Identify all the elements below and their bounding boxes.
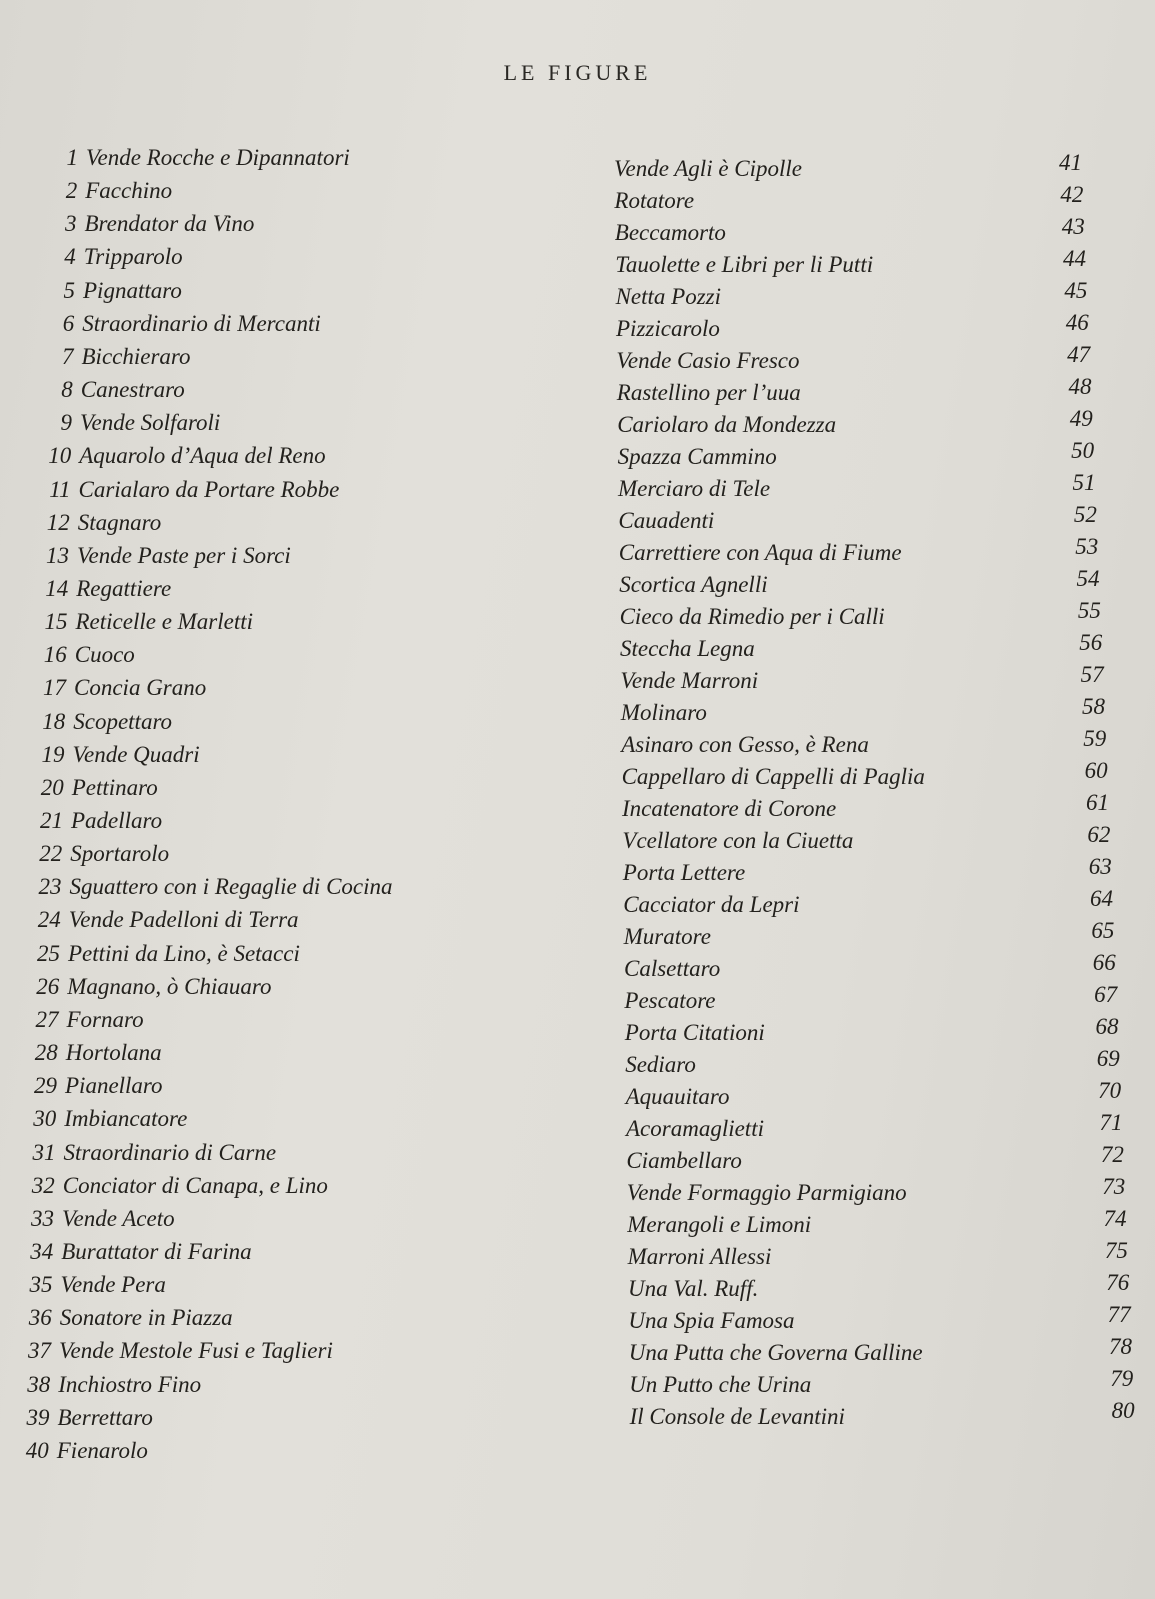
- figure-number: 10: [48, 443, 72, 469]
- figure-entry: [22, 841, 169, 867]
- figure-number: 45: [1064, 278, 1088, 303]
- figure-entry: [18, 1040, 162, 1066]
- figure-title: Merangoli e Limoni: [627, 1212, 812, 1237]
- figure-entry: [37, 211, 255, 237]
- figure-title: Pescatore: [624, 988, 716, 1013]
- figure-number: 27: [35, 1006, 59, 1032]
- figure-entry: [28, 609, 254, 635]
- figure-entry: [619, 598, 1101, 630]
- figure-number: 69: [1096, 1046, 1120, 1071]
- figure-number: 49: [1069, 406, 1093, 431]
- figure-number: 46: [1065, 310, 1089, 335]
- figure-entry: [628, 1270, 1130, 1302]
- figure-number: 6: [62, 310, 75, 336]
- figure-entry: [629, 1366, 1134, 1398]
- figure-number: 43: [1061, 214, 1085, 239]
- figure-entry: [622, 854, 1112, 886]
- figure-entry: [12, 1305, 233, 1331]
- figure-number: 8: [61, 377, 73, 403]
- figure-number: 48: [1068, 374, 1092, 399]
- figure-number: 77: [1107, 1302, 1131, 1327]
- figure-number: 50: [1071, 438, 1095, 463]
- figure-title: Vende Solfaroli: [80, 410, 221, 436]
- figure-entry: [617, 438, 1095, 470]
- figure-entry: [626, 1110, 1123, 1142]
- figure-title: Asinaro con Gesso, è Rena: [621, 732, 869, 757]
- figure-title: Marroni Allessi: [627, 1244, 772, 1269]
- figure-number: 29: [34, 1073, 57, 1099]
- figure-title: Il Console de Levantini: [629, 1404, 845, 1429]
- figure-title: Pignattaro: [83, 277, 182, 303]
- figure-number: 70: [1098, 1078, 1122, 1103]
- figure-number: 31: [32, 1139, 56, 1165]
- figure-number: 75: [1104, 1238, 1128, 1263]
- figure-number: 54: [1076, 566, 1100, 591]
- figure-entry: [32, 410, 220, 436]
- figure-number: 30: [33, 1106, 57, 1132]
- figure-title: Porta Lettere: [622, 860, 746, 885]
- figure-number: 21: [40, 808, 63, 833]
- figure-entry: [27, 642, 135, 668]
- figure-title: Porta Citationi: [624, 1020, 765, 1045]
- figure-number: 59: [1083, 726, 1107, 751]
- figure-entry: [618, 502, 1097, 534]
- figure-number: 71: [1099, 1110, 1123, 1135]
- figure-entry: [36, 244, 183, 270]
- figure-entry: [621, 758, 1108, 790]
- figure-entry: [614, 182, 1084, 214]
- figure-title: Merciaro di Tele: [618, 476, 771, 501]
- figure-title: Stagnaro: [77, 509, 162, 535]
- figure-title: Vende Mestole Fusi e Taglieri: [59, 1338, 333, 1364]
- figure-entry: [616, 342, 1091, 374]
- figure-entry: [622, 790, 1109, 822]
- figure-entry: [615, 246, 1087, 278]
- figure-entry: [616, 310, 1089, 342]
- figure-title: Aquauitaro: [625, 1084, 730, 1109]
- figure-title: Una Val. Ruff.: [628, 1276, 759, 1301]
- figure-entry: [620, 630, 1103, 662]
- figure-title: Sguattero con i Regaglie di Cocina: [69, 874, 393, 900]
- figure-title: Vende Agli è Cipolle: [614, 156, 803, 181]
- figure-entry: [15, 1173, 328, 1199]
- figure-entry: [628, 1334, 1132, 1366]
- figure-number: 35: [29, 1272, 53, 1298]
- figure-number: 32: [31, 1172, 55, 1198]
- figure-number: 66: [1092, 950, 1116, 975]
- figure-number: 12: [46, 509, 70, 535]
- figure-title: Spazza Cammino: [617, 444, 777, 469]
- figure-entry: [13, 1272, 166, 1298]
- figure-title: Aquarolo d’Aqua del Reno: [79, 443, 326, 469]
- figure-entry: [26, 675, 206, 701]
- figure-number: 57: [1080, 662, 1104, 687]
- figure-entry: [620, 662, 1104, 694]
- figure-number: 74: [1103, 1206, 1127, 1231]
- figure-entry: [627, 1238, 1128, 1270]
- figure-number: 62: [1087, 822, 1111, 847]
- figure-number: 80: [1111, 1398, 1135, 1423]
- figure-entry: [625, 1046, 1120, 1078]
- figure-title: Magnano, ò Chiauaro: [67, 973, 272, 999]
- figure-title: Cariolaro da Mondezza: [617, 412, 837, 437]
- figure-number: 26: [36, 973, 60, 999]
- figure-entry: [21, 907, 299, 933]
- figure-entry: [13, 1239, 251, 1265]
- figure-entry: [616, 374, 1092, 406]
- figure-number: 76: [1106, 1270, 1130, 1295]
- figure-title: Rastellino per l’uua: [616, 380, 801, 405]
- figure-number: 33: [31, 1205, 54, 1231]
- figure-number: 78: [1108, 1334, 1132, 1359]
- figure-title: Vende Paste per i Sorci: [77, 542, 291, 568]
- figure-title: Imbiancatore: [64, 1106, 188, 1132]
- figure-entry: [626, 1174, 1126, 1206]
- figure-title: Scopettaro: [73, 708, 173, 734]
- figure-title: Facchino: [85, 178, 173, 204]
- figure-number: 63: [1088, 854, 1112, 879]
- figure-entry: [31, 443, 325, 469]
- figure-number: 5: [63, 277, 75, 303]
- figure-number: 61: [1086, 790, 1109, 815]
- figure-title: Beccamorto: [614, 220, 726, 245]
- figure-entry: [17, 1073, 163, 1099]
- figure-title: Scortica Agnelli: [619, 572, 768, 597]
- figure-entry: [34, 311, 321, 337]
- figure-entry: [629, 1398, 1135, 1430]
- figure-title: Vende Casio Fresco: [616, 348, 800, 373]
- figure-title: Vende Marroni: [620, 668, 759, 693]
- figure-entry: [29, 543, 291, 569]
- figure-entry: [11, 1338, 333, 1364]
- figure-number: 67: [1094, 982, 1118, 1007]
- figure-title: Padellaro: [71, 808, 163, 833]
- figure-entry: [19, 1007, 144, 1033]
- figure-entry: [617, 406, 1093, 438]
- figure-number: 14: [45, 575, 69, 601]
- figure-title: Inchiostro Fino: [58, 1371, 202, 1397]
- figure-title: Vende Formaggio Parmigiano: [626, 1180, 907, 1205]
- figure-number: 39: [26, 1404, 50, 1430]
- figure-number: 3: [65, 211, 77, 237]
- figure-title: Ciambellaro: [626, 1148, 742, 1173]
- figure-number: 60: [1084, 758, 1108, 783]
- figure-entry: [37, 178, 172, 204]
- figure-entry: [33, 377, 185, 403]
- figure-entry: [35, 278, 182, 304]
- figure-entry: [614, 214, 1085, 246]
- figure-title: Cieco da Rimedio per i Calli: [619, 604, 885, 629]
- figure-number: 73: [1102, 1174, 1126, 1199]
- figure-title: Sonatore in Piazza: [59, 1305, 233, 1331]
- figure-number: 36: [28, 1305, 52, 1331]
- figure-title: Vende Rocche e Dipannatori: [86, 145, 350, 170]
- figure-title: Carrettiere con Aqua di Fiume: [618, 540, 902, 565]
- figure-number: 4: [64, 244, 76, 270]
- figure-entry: [19, 974, 271, 1000]
- figure-entry: [16, 1106, 187, 1132]
- figure-title: Rotatore: [614, 188, 695, 213]
- figure-title: Hortolana: [65, 1040, 162, 1066]
- figure-title: Calsettaro: [624, 956, 721, 981]
- figure-number: 64: [1090, 886, 1114, 911]
- figure-title: Straordinario di Mercanti: [82, 310, 321, 336]
- figure-number: 19: [41, 741, 65, 767]
- figure-number: 51: [1072, 470, 1096, 495]
- figure-title: Acoramaglietti: [626, 1116, 764, 1141]
- figure-number: 17: [43, 675, 66, 701]
- figure-entry: [28, 576, 171, 602]
- figure-entry: [620, 694, 1105, 726]
- figure-entry: [30, 510, 162, 536]
- figure-number: 58: [1081, 694, 1105, 719]
- figure-title: Straordinario di Carne: [63, 1139, 277, 1165]
- figure-number: 52: [1073, 502, 1097, 527]
- figure-number: 55: [1077, 598, 1101, 623]
- figure-entry: [627, 1206, 1127, 1238]
- figure-entry: [20, 941, 300, 967]
- figure-entry: [626, 1142, 1124, 1174]
- figure-number: 53: [1075, 534, 1099, 559]
- figure-entry: [614, 150, 1082, 182]
- figure-entry: [31, 477, 340, 503]
- figure-title: Cacciator da Lepri: [623, 892, 800, 917]
- figure-number: 7: [62, 343, 74, 369]
- figure-entry: [615, 278, 1088, 310]
- figure-title: Vende Aceto: [62, 1205, 175, 1231]
- figure-title: Berrettaro: [57, 1404, 153, 1430]
- figure-title: Tripparolo: [83, 244, 183, 270]
- figure-title: Vende Padelloni di Terra: [68, 907, 299, 933]
- figure-entry: [619, 566, 1100, 598]
- figure-number: 44: [1063, 246, 1087, 271]
- figure-title: Burattator di Farina: [61, 1238, 252, 1264]
- figure-entry: [23, 808, 162, 834]
- figure-title: Regattiere: [76, 575, 172, 601]
- figure-number: 15: [44, 609, 68, 635]
- figure-title: Vcellatore con la Ciuetta: [622, 828, 854, 853]
- figure-number: 41: [1059, 150, 1082, 175]
- figure-title: Netta Pozzi: [615, 284, 722, 309]
- figure-number: 79: [1110, 1366, 1134, 1391]
- figure-title: Bicchieraro: [81, 343, 191, 369]
- figure-entry: [9, 1438, 148, 1464]
- figure-number: 40: [25, 1437, 49, 1463]
- figure-title: Brendator da Vino: [84, 211, 255, 237]
- figure-entry: [34, 344, 191, 370]
- figure-entry: [25, 742, 200, 768]
- figure-number: 22: [39, 841, 63, 867]
- figure-number: 28: [34, 1040, 58, 1066]
- figure-title: Incatenatore di Corone: [622, 796, 837, 821]
- figure-entry: [16, 1140, 277, 1166]
- figure-entry: [38, 145, 350, 171]
- figure-title: Molinaro: [620, 700, 707, 725]
- figure-entry: [621, 726, 1107, 758]
- figure-title: Tauolette e Libri per li Putti: [615, 252, 874, 277]
- page-title: LE FIGURE: [503, 60, 652, 85]
- figure-number: 16: [43, 642, 67, 668]
- figure-number: 23: [38, 874, 62, 900]
- figure-entry: [25, 709, 172, 735]
- figure-number: 13: [46, 542, 69, 568]
- figure-number: 37: [28, 1338, 51, 1364]
- figure-title: Muratore: [623, 924, 711, 949]
- figure-number: 72: [1100, 1142, 1124, 1167]
- figure-title: Steccha Legna: [620, 636, 755, 661]
- figure-entry: [10, 1405, 153, 1431]
- figure-number: 65: [1091, 918, 1115, 943]
- figure-title: Cauadenti: [618, 508, 715, 533]
- figure-title: Una Putta che Governa Galline: [628, 1340, 923, 1365]
- figure-title: Reticelle e Marletti: [75, 609, 254, 635]
- figure-title: Vende Quadri: [72, 741, 200, 767]
- figure-title: Cappellaro di Cappelli di Paglia: [621, 764, 925, 789]
- figure-entry: [622, 822, 1111, 854]
- figure-title: Vende Pera: [60, 1272, 166, 1298]
- figure-entry: [625, 1078, 1122, 1110]
- figure-entry: [624, 1014, 1119, 1046]
- figure-title: Sediaro: [625, 1052, 696, 1077]
- figure-title: Pizzicarolo: [616, 316, 720, 341]
- figure-title: Carialaro da Portare Robbe: [78, 476, 340, 502]
- figure-entry: [624, 950, 1116, 982]
- figure-title: Fornaro: [66, 1006, 144, 1032]
- figure-title: Canestraro: [80, 377, 185, 403]
- figure-number: 38: [27, 1371, 51, 1397]
- figure-entry: [624, 982, 1118, 1014]
- figure-entry: [22, 874, 393, 900]
- figure-number: 34: [30, 1238, 54, 1264]
- figure-title: Pettinaro: [71, 774, 158, 800]
- figure-number: 47: [1067, 342, 1091, 367]
- figure-entry: [628, 1302, 1131, 1334]
- figure-title: Fienarolo: [56, 1437, 148, 1463]
- figure-title: Concia Grano: [74, 675, 207, 701]
- figure-entry: [618, 534, 1099, 566]
- figure-title: Una Spia Famosa: [628, 1308, 795, 1333]
- figure-entry: [24, 775, 158, 801]
- figure-entry: [623, 918, 1115, 950]
- figure-number: 25: [37, 940, 60, 966]
- figure-number: 24: [37, 907, 61, 933]
- figure-title: Pianellaro: [65, 1073, 163, 1099]
- figure-number: 42: [1060, 182, 1084, 207]
- figure-number: 68: [1095, 1014, 1119, 1039]
- figure-title: Conciator di Canapa, e Lino: [62, 1172, 328, 1198]
- figure-entry: [14, 1206, 175, 1232]
- figure-number: 20: [40, 774, 64, 800]
- figure-number: 2: [65, 178, 78, 204]
- figure-number: 56: [1079, 630, 1103, 655]
- figure-number: 11: [49, 476, 71, 502]
- figure-title: Un Putto che Urina: [629, 1372, 812, 1397]
- figure-number: 9: [60, 410, 72, 436]
- figure-entry: [618, 470, 1096, 502]
- figure-title: Pettini da Lino, è Setacci: [68, 940, 300, 966]
- figure-title: Cuoco: [74, 642, 135, 668]
- figure-title: Sportarolo: [70, 841, 170, 867]
- figure-entry: [623, 886, 1114, 918]
- figure-number: 1: [66, 145, 78, 170]
- figure-number: 18: [42, 708, 66, 734]
- figure-entry: [10, 1372, 201, 1398]
